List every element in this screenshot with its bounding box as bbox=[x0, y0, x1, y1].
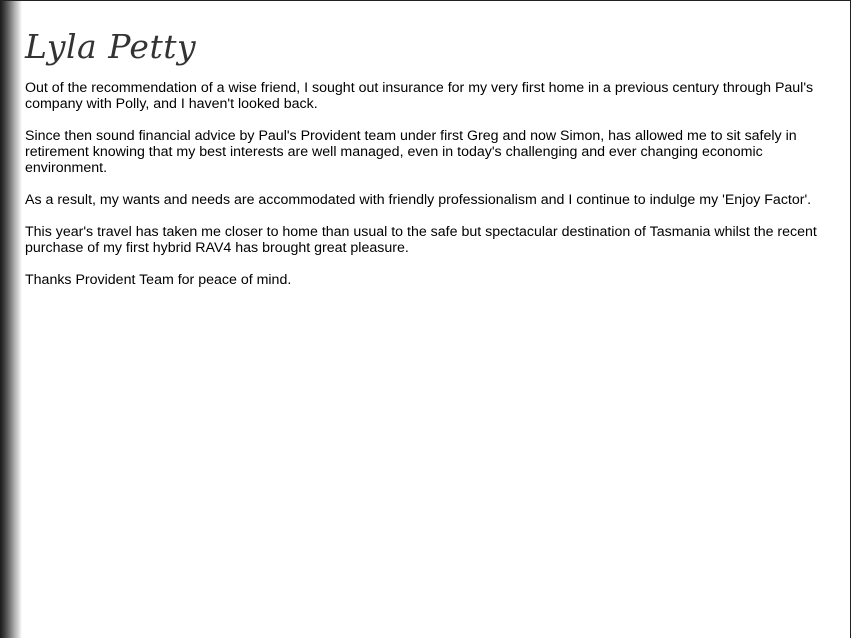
testimonial-content bbox=[25, 1, 830, 288]
author-name: Lyla Petty bbox=[25, 27, 197, 66]
left-edge-shadow bbox=[0, 1, 22, 638]
testimonial-paragraph: Thanks Provident Team for peace of mind. bbox=[25, 272, 292, 288]
testimonial-paragraph: Out of the recommendation of a wise friend, I sought out insurance for my very first home in a previous century through Paul's company with Polly, and I haven't looked back. bbox=[25, 80, 814, 112]
testimonial-paragraph: Since then sound financial advice by Paul's Provident team under first Greg and now Simon, has allowed me to sit safely in retirement knowing that my best interests are well managed, even in today's challenging and ever changing economic environment. bbox=[25, 128, 797, 176]
testimonial-paragraph: This year's travel has taken me closer to home than usual to the safe but spectacular destination of Tasmania whilst the recent purchase of my first hybrid RAV4 has brought great pleasure. bbox=[25, 224, 817, 256]
testimonial-paragraph: As a result, my wants and needs are accommodated with friendly professionalism and I continue to indulge my 'Enjoy Factor'. bbox=[25, 192, 812, 208]
